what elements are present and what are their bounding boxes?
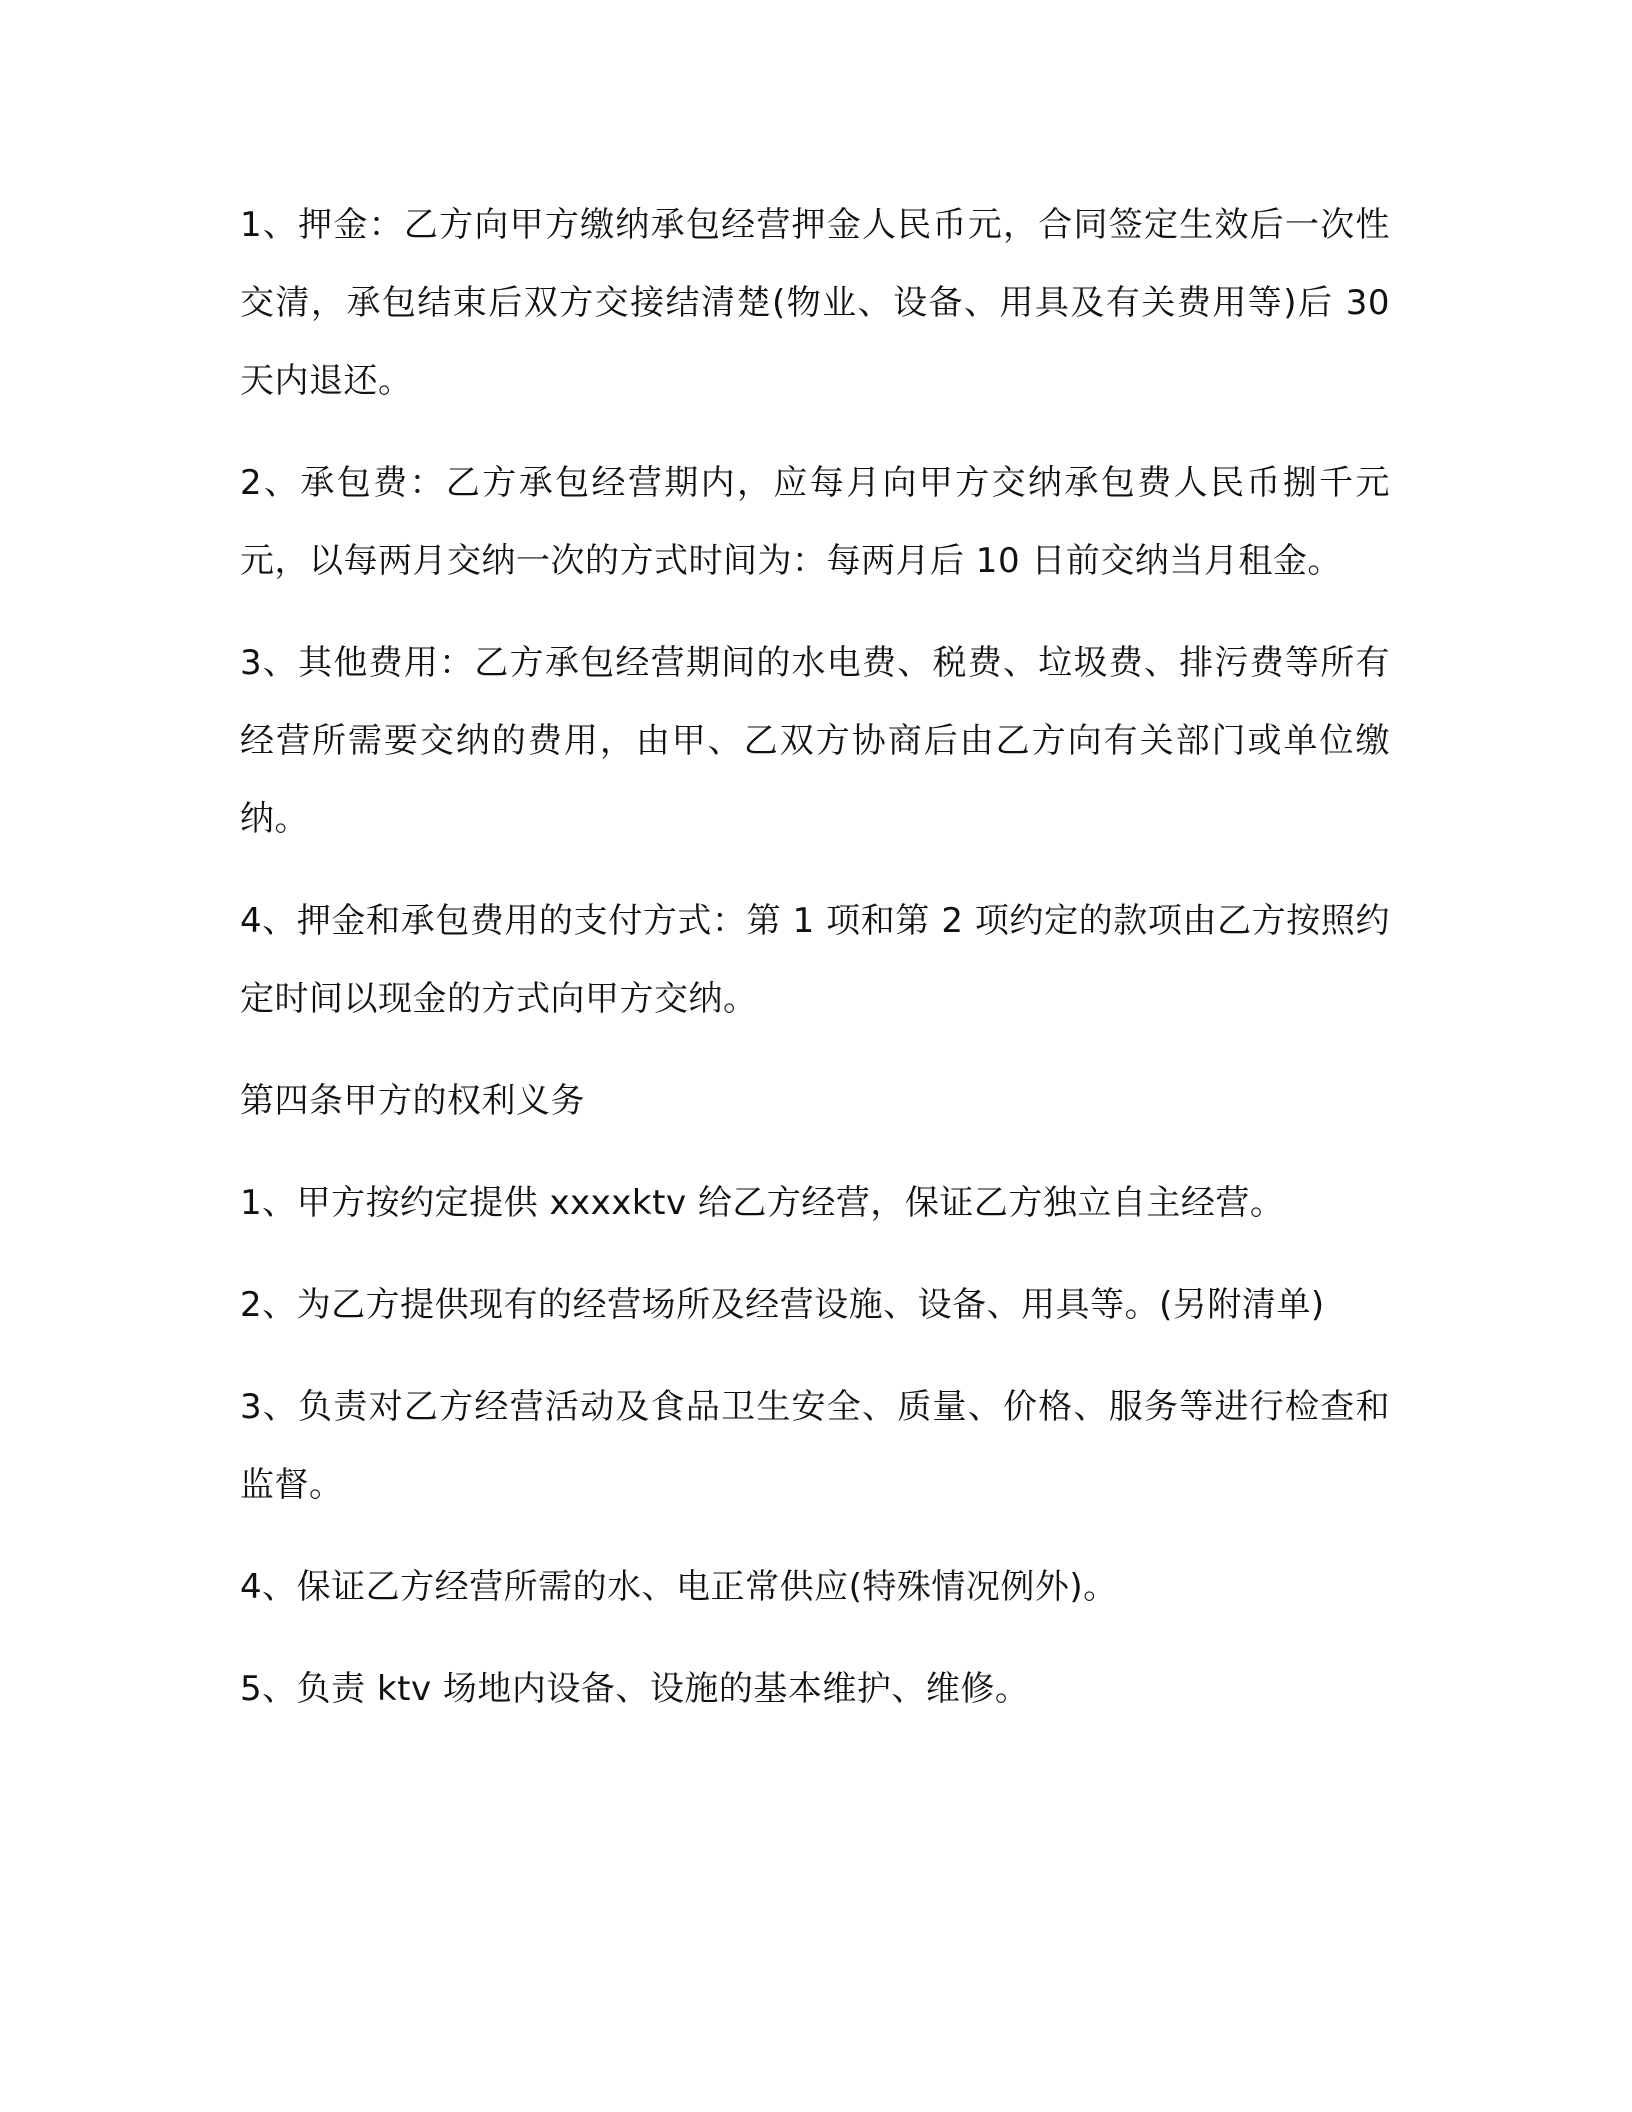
clause-payment-method: 4、押金和承包费用的支付方式：第 1 项和第 2 项约定的款项由乙方按照约定时间以现金的方式向甲方交纳。 — [240, 901, 1390, 1019]
section-item-3: 3、负责对乙方经营活动及食品卫生安全、质量、价格、服务等进行检查和监督。 — [240, 1387, 1390, 1505]
section-item-2: 2、为乙方提供现有的经营场所及经营设施、设备、用具等。(另附清单) — [240, 1285, 1325, 1325]
section-item-1: 1、甲方按约定提供 xxxxktv 给乙方经营，保证乙方独立自主经营。 — [240, 1183, 1285, 1223]
section-item-4: 4、保证乙方经营所需的水、电正常供应(特殊情况例外)。 — [240, 1567, 1118, 1607]
section-heading: 第四条甲方的权利义务 — [240, 1081, 585, 1121]
clause-other-fees: 3、其他费用：乙方承包经营期间的水电费、税费、垃圾费、排污费等所有经营所需要交纳的费用，由甲、乙双方协商后由乙方向有关部门或单位缴纳。 — [240, 643, 1390, 839]
clause-contract-fee: 2、承包费：乙方承包经营期内，应每月向甲方交纳承包费人民币捌千元元，以每两月交纳一次的方式时间为：每两月后 10 日前交纳当月租金。 — [240, 463, 1390, 581]
clause-deposit: 1、押金：乙方向甲方缴纳承包经营押金人民币元，合同签定生效后一次性交清，承包结束后双方交接结清楚(物业、设备、用具及有关费用等)后 30 天内退还。 — [240, 205, 1390, 401]
document-body — [240, 186, 1390, 1752]
section-item-5: 5、负责 ktv 场地内设备、设施的基本维护、维修。 — [240, 1669, 1030, 1709]
